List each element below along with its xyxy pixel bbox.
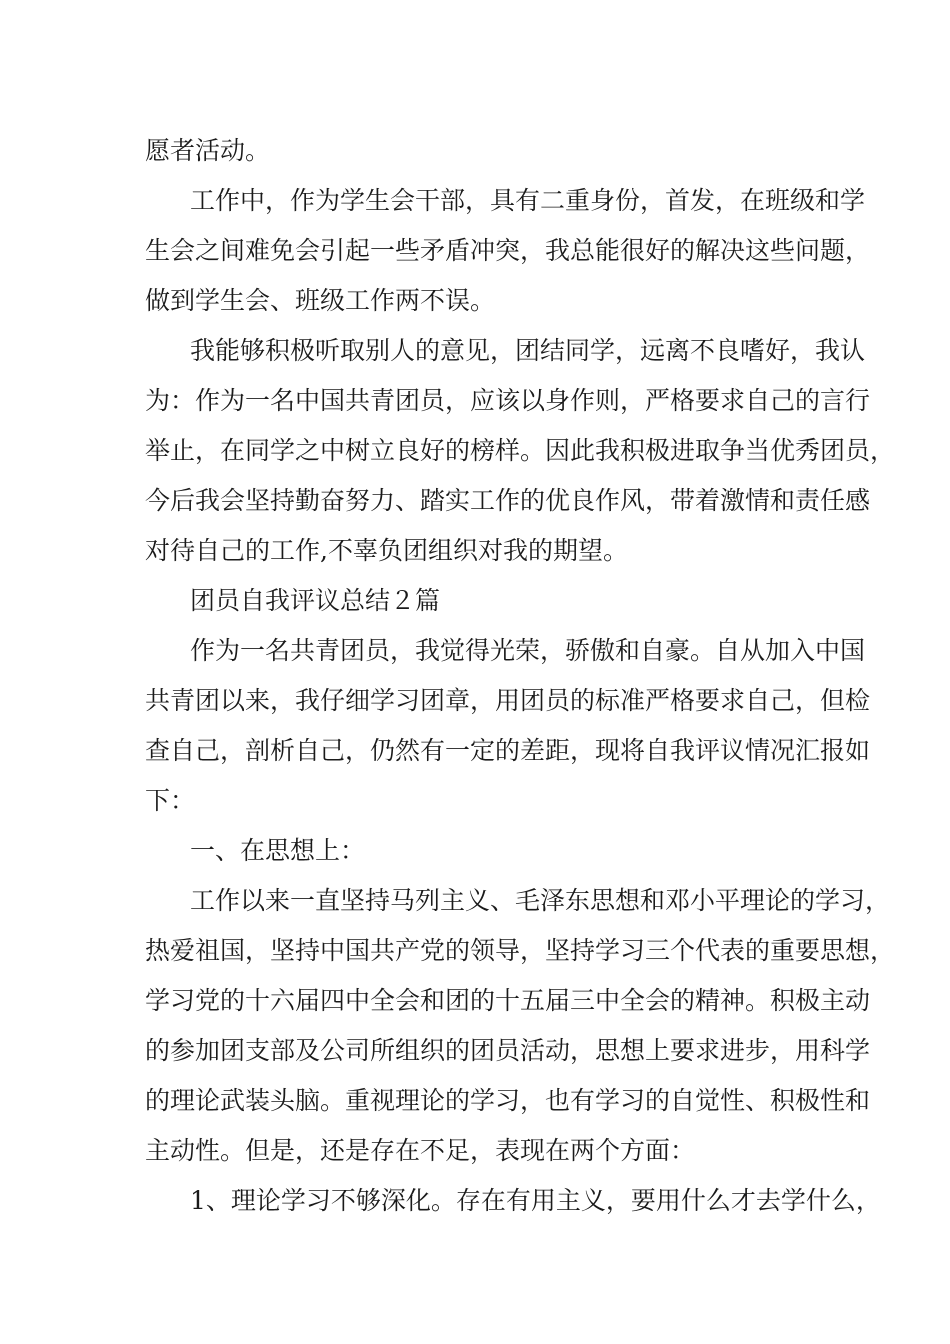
text-line: 工作以来一直坚持马列主义、毛泽东思想和邓小平理论的学习， <box>190 886 891 915</box>
text-line: 1、理论学习不够深化。存在有用主义，要用什么才去学什么， <box>190 1186 881 1215</box>
text-line: 查自己，剖析自己，仍然有一定的差距，现将自我评议情况汇报如 <box>145 736 871 765</box>
text-line: 生会之间难免会引起一些矛盾冲突，我总能很好的解决这些问题， <box>145 236 871 265</box>
text-line: 为：作为一名中国共青团员，应该以身作则，严格要求自己的言行 <box>145 386 871 415</box>
text-line: 的理论武装头脑。重视理论的学习，也有学习的自觉性、积极性和 <box>145 1086 871 1115</box>
text-line: 作为一名共青团员，我觉得光荣，骄傲和自豪。自从加入中国 <box>190 636 866 665</box>
text-line: 愿者活动。 <box>145 136 271 165</box>
text-line: 共青团以来，我仔细学习团章，用团员的标准严格要求自己，但检 <box>145 686 871 715</box>
text-line: 举止，在同学之中树立良好的榜样。因此我积极进取争当优秀团员， <box>145 436 896 465</box>
text-line: 热爱祖国，坚持中国共产党的领导，坚持学习三个代表的重要思想， <box>145 936 896 965</box>
subsection-heading: 一、在思想上： <box>190 836 366 865</box>
text-line: 学习党的十六届四中全会和团的十五届三中全会的精神。积极主动 <box>145 986 871 1015</box>
text-line: 主动性。但是，还是存在不足，表现在两个方面： <box>145 1136 696 1165</box>
text-line: 工作中，作为学生会干部，具有二重身份，首发，在班级和学 <box>190 186 866 215</box>
section-heading: 团员自我评议总结２篇 <box>190 586 441 615</box>
text-line: 下： <box>145 786 196 815</box>
text-line: 对待自己的工作,不辜负团组织对我的期望。 <box>145 536 628 565</box>
text-line: 的参加团支部及公司所组织的团员活动，思想上要求进步，用科学 <box>145 1036 871 1065</box>
text-line: 做到学生会、班级工作两不误。 <box>145 286 496 315</box>
text-line: 我能够积极听取别人的意见，团结同学，远离不良嗜好，我认 <box>190 336 866 365</box>
text-line: 今后我会坚持勤奋努力、踏实工作的优良作风，带着激情和责任感 <box>145 486 871 515</box>
